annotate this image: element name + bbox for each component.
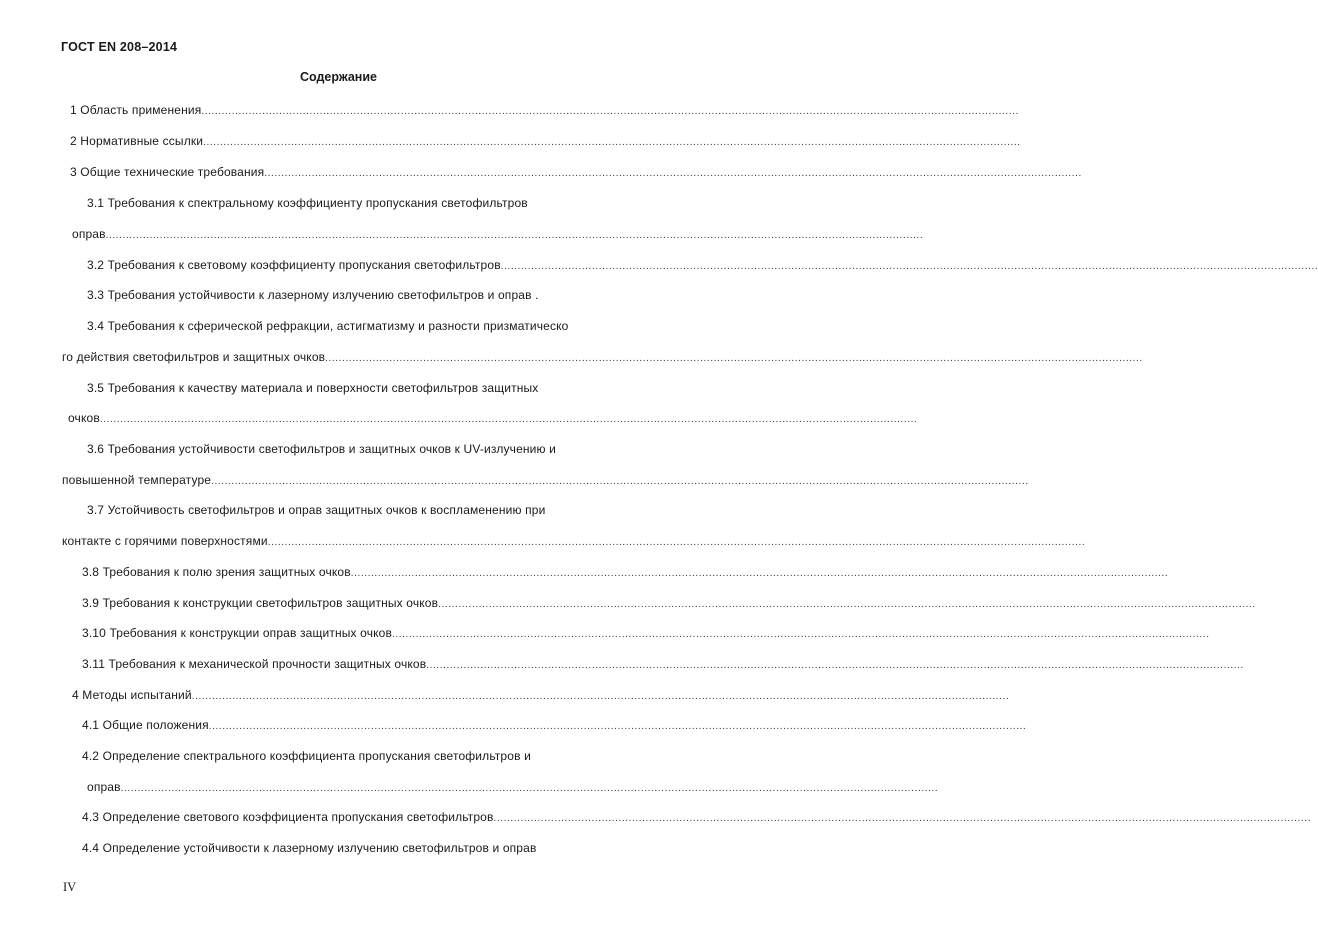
toc-item-3-8[interactable] bbox=[82, 564, 1169, 582]
toc-item-text: контакте с горячими поверхностями bbox=[62, 534, 268, 548]
toc-item-1[interactable] bbox=[70, 102, 1019, 120]
toc-item-text: 3.5 Требования к качеству материала и поверхности светофильтров защитных bbox=[87, 381, 539, 395]
toc-item-2[interactable] bbox=[70, 133, 1021, 151]
toc-item-text: 3.4 Требования к сферической рефракции, астигматизму и разности призматическо bbox=[87, 319, 569, 333]
toc-dot-leader: .................................................................................................................................................................................................................................................. bbox=[493, 813, 1312, 824]
toc-dot-leader: .................................................................................................................................................................................................................................................. bbox=[438, 599, 1256, 610]
toc-item-text: очков bbox=[68, 411, 100, 425]
toc-item-text: 3.8 Требования к полю зрения защитных очков bbox=[82, 565, 351, 579]
toc-item-3[interactable] bbox=[70, 164, 1082, 182]
toc-dot-leader: .................................................................................................................................................................................................................................................. bbox=[191, 691, 1010, 702]
toc-item-3-7-cont[interactable] bbox=[62, 533, 1086, 551]
toc-item-4-2[interactable] bbox=[82, 748, 582, 764]
toc-item-3-4[interactable] bbox=[87, 318, 622, 334]
toc-item-4-4[interactable] bbox=[82, 840, 582, 856]
toc-item-text: 3.9 Требования к конструкции светофильтров защитных очков bbox=[82, 596, 439, 610]
toc-item-text: 3.2 Требования к световому коэффициенту пропускания светофильтров bbox=[87, 258, 501, 272]
toc-item-text: 4.4 Определение устойчивости к лазерному излучению светофильтров и оправ bbox=[82, 841, 537, 855]
toc-item-text: 3.7 Устойчивость светофильтров и оправ защитных очков к воспламенению при bbox=[87, 503, 546, 517]
toc-item-3-6[interactable] bbox=[87, 441, 612, 457]
toc-item-text: 3 Общие технические требования bbox=[70, 165, 265, 179]
toc-item-text: го действия светофильтров и защитных очков bbox=[62, 350, 326, 364]
toc-item-text: 4 Методы испытаний bbox=[72, 688, 192, 702]
toc-item-3-2[interactable] bbox=[87, 257, 1318, 275]
toc-item-3-10[interactable] bbox=[82, 625, 1210, 643]
toc-item-text: 3.6 Требования устойчивости светофильтров и защитных очков к UV-излучению и bbox=[87, 442, 557, 456]
toc-dot-leader: .................................................................................................................................................................................................................................................. bbox=[201, 106, 1019, 117]
toc-item-text: 4.1 Общие положения bbox=[82, 718, 209, 732]
toc-item-3-1[interactable] bbox=[87, 195, 587, 211]
toc-item-text: 3.3 Требования устойчивости к лазерному излучению светофильтров и оправ . bbox=[87, 288, 539, 302]
toc-dot-leader: .................................................................................................................................................................................................................................................. bbox=[325, 353, 1143, 364]
toc-item-text: оправ bbox=[72, 227, 106, 241]
page-number: IV bbox=[63, 880, 77, 894]
toc-dot-leader: .................................................................................................................................................................................................................................................. bbox=[267, 537, 1086, 548]
toc-item-text: 2 Нормативные ссылки bbox=[70, 134, 204, 148]
document-code: ГОСТ EN 208–2014 bbox=[61, 40, 178, 54]
toc-item-text: 3.11 Требования к механической прочности защитных очков bbox=[82, 657, 427, 671]
toc-dot-leader: .................................................................................................................................................................................................................................................. bbox=[500, 261, 1318, 272]
toc-item-4-1[interactable] bbox=[82, 717, 1027, 735]
toc-item-3-5-cont[interactable] bbox=[68, 410, 918, 428]
toc-item-3-3[interactable] bbox=[87, 287, 597, 303]
toc-item-text: 4.3 Определение светового коэффициента пропускания светофильтров bbox=[82, 810, 494, 824]
toc-item-text: 4.2 Определение спектрального коэффициента пропускания светофильтров и bbox=[82, 749, 531, 763]
toc-item-4-3[interactable] bbox=[82, 809, 1312, 827]
toc-dot-leader: .................................................................................................................................................................................................................................................. bbox=[203, 137, 1021, 148]
toc-item-text: оправ bbox=[87, 780, 121, 794]
toc-item-text: 3.10 Требования к конструкции оправ защитных очков bbox=[82, 626, 393, 640]
toc-item-3-11[interactable] bbox=[82, 656, 1244, 674]
toc-item-4-2-cont[interactable] bbox=[87, 779, 939, 797]
toc-item-4[interactable] bbox=[72, 687, 1010, 705]
toc-title: Содержание bbox=[299, 70, 377, 84]
toc-dot-leader: .................................................................................................................................................................................................................................................. bbox=[426, 660, 1244, 671]
toc-item-text: 1 Область применения bbox=[70, 103, 202, 117]
toc-dot-leader: .................................................................................................................................................................................................................................................. bbox=[392, 629, 1210, 640]
toc-dot-leader: .................................................................................................................................................................................................................................................. bbox=[211, 476, 1029, 487]
toc-dot-leader: .................................................................................................................................................................................................................................................. bbox=[350, 568, 1169, 579]
toc-dot-leader: .................................................................................................................................................................................................................................................. bbox=[105, 230, 924, 241]
toc-item-3-5[interactable] bbox=[87, 380, 587, 396]
toc-item-3-9[interactable] bbox=[82, 595, 1256, 613]
toc-dot-leader: .................................................................................................................................................................................................................................................. bbox=[99, 414, 918, 425]
toc-dot-leader: .................................................................................................................................................................................................................................................. bbox=[120, 783, 939, 794]
toc-item-text: повышенной температуре bbox=[62, 473, 212, 487]
toc-item-3-7[interactable] bbox=[87, 502, 597, 518]
toc-item-3-6-cont[interactable] bbox=[62, 472, 1029, 490]
toc-dot-leader: .................................................................................................................................................................................................................................................. bbox=[208, 721, 1027, 732]
toc-dot-leader: .................................................................................................................................................................................................................................................. bbox=[264, 168, 1082, 179]
toc-item-text: 3.1 Требования к спектральному коэффициенту пропускания светофильтров bbox=[87, 196, 528, 210]
toc-item-3-4-cont[interactable] bbox=[62, 349, 1143, 367]
toc-item-3-1-cont[interactable] bbox=[72, 226, 924, 244]
